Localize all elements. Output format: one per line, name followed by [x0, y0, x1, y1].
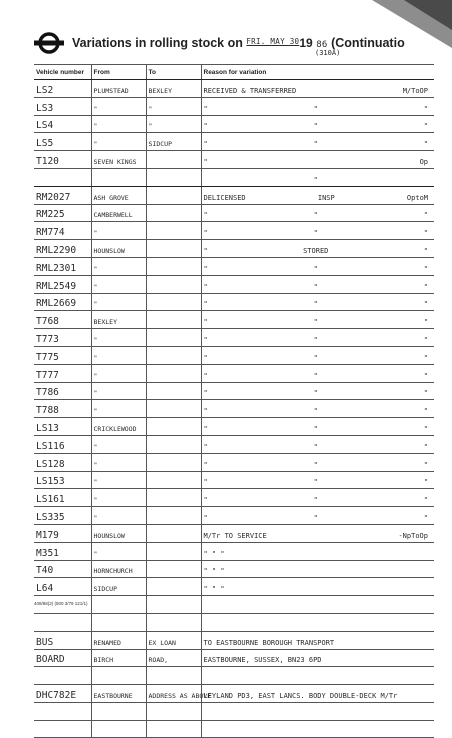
form-title [72, 36, 405, 57]
reason-cell [201, 596, 434, 614]
to-cell [146, 720, 201, 738]
year-printed: 19 [299, 36, 313, 50]
reason-cell [201, 382, 434, 400]
from-cell: " [91, 453, 146, 471]
reason-cell [201, 418, 434, 436]
vehicle-cell: LS5 [34, 133, 91, 151]
from-cell: CRICKLEWOOD [91, 418, 146, 436]
to-cell [146, 168, 201, 186]
to-cell [146, 489, 201, 507]
title-text: Variations in rolling stock on [72, 36, 243, 50]
from-cell: " [91, 293, 146, 311]
from-cell: EASTBOURNE [91, 685, 146, 703]
reason-part: " [313, 424, 318, 433]
table-row [34, 435, 434, 453]
to-cell [146, 186, 201, 204]
reason-part: " [203, 246, 208, 255]
table-row [34, 649, 434, 667]
reason-part: " [313, 264, 318, 273]
to-cell [146, 471, 201, 489]
from-cell: " [91, 346, 146, 364]
to-cell [146, 507, 201, 525]
table-row [34, 115, 434, 133]
reason-cell [201, 151, 434, 169]
reason-cell [201, 578, 434, 596]
reason-cell [201, 667, 434, 685]
table-row [34, 257, 434, 275]
reason-part: " [423, 211, 428, 220]
reason-part: " [203, 371, 208, 380]
reason-cell [201, 275, 434, 293]
reason-part: " [313, 140, 318, 149]
table-row [34, 613, 434, 631]
reason-cell [201, 133, 434, 151]
from-cell: " [91, 329, 146, 347]
reason-cell [201, 186, 434, 204]
reason-part: " [203, 335, 208, 344]
to-cell [146, 382, 201, 400]
vehicle-cell: T768 [34, 311, 91, 329]
reason-cell [201, 489, 434, 507]
reason-cell [201, 311, 434, 329]
table-row [34, 560, 434, 578]
reason-part: " [423, 229, 428, 238]
to-cell: " [146, 115, 201, 133]
table-row [34, 542, 434, 560]
vehicle-cell: BOARD [34, 649, 91, 667]
reason-part: " [423, 318, 428, 327]
table-row [34, 471, 434, 489]
year-handwritten: 86 [316, 40, 328, 50]
from-cell: ASH GROVE [91, 186, 146, 204]
from-cell: BEXLEY [91, 311, 146, 329]
vehicle-cell: LS153 [34, 471, 91, 489]
vehicle-cell [34, 667, 91, 685]
table-row [34, 311, 434, 329]
table-row [34, 382, 434, 400]
reason-part: " [203, 122, 208, 131]
table-row [34, 524, 434, 542]
to-cell [146, 560, 201, 578]
reason-part: " [313, 300, 318, 309]
reason-cell [201, 400, 434, 418]
reason-cell [201, 453, 434, 471]
form-header [34, 30, 452, 60]
from-cell: " [91, 275, 146, 293]
vehicle-cell [34, 702, 91, 720]
reason-part: " [423, 264, 428, 273]
reason-cell [201, 329, 434, 347]
to-cell: ROAD, [146, 649, 201, 667]
reason-cell [201, 204, 434, 222]
reason-part: " [203, 496, 208, 505]
table-row [34, 400, 434, 418]
table-row [34, 596, 434, 614]
table-row [34, 418, 434, 436]
from-cell: " [91, 542, 146, 560]
reason-part: " [313, 513, 318, 522]
table-row [34, 453, 434, 471]
reason-part: " [313, 122, 318, 131]
reason-part: " [203, 442, 208, 451]
reason-part: " [423, 122, 428, 131]
to-cell [146, 275, 201, 293]
to-cell [146, 453, 201, 471]
from-cell: " [91, 222, 146, 240]
to-cell [146, 400, 201, 418]
to-cell: EX LOAN [146, 631, 201, 649]
reason-part: " [423, 140, 428, 149]
reason-cell [201, 542, 434, 560]
vehicle-cell: LS116 [34, 435, 91, 453]
table-body [34, 80, 434, 738]
reason-part: " [203, 104, 208, 113]
reason-part: " [313, 335, 318, 344]
table-header-row [34, 65, 434, 80]
reason-cell [201, 702, 434, 720]
vehicle-cell: RM2027 [34, 186, 91, 204]
reason-part: " [203, 407, 208, 416]
reason-part: " [203, 300, 208, 309]
to-cell [146, 293, 201, 311]
reason-part: " [423, 282, 428, 291]
vehicle-cell [34, 168, 91, 186]
table-row [34, 80, 434, 98]
from-cell [91, 702, 146, 720]
from-cell: " [91, 507, 146, 525]
to-cell [146, 204, 201, 222]
from-cell: " [91, 382, 146, 400]
reason-cell [201, 507, 434, 525]
london-transport-roundel-icon [34, 32, 64, 54]
table-row [34, 685, 434, 703]
reason-part: Op [419, 157, 428, 166]
from-cell: RENAMED [91, 631, 146, 649]
to-cell: SIDCUP [146, 133, 201, 151]
to-cell [146, 346, 201, 364]
reason-cell [201, 435, 434, 453]
reason-part: " [203, 424, 208, 433]
reason-part: " [423, 496, 428, 505]
reason-part: " [203, 211, 208, 220]
reason-part: -NpToOp [398, 531, 428, 540]
col-to-header: To [146, 65, 201, 80]
reason-part: " [423, 407, 428, 416]
vehicle-cell: RML2549 [34, 275, 91, 293]
from-cell [91, 596, 146, 614]
reason-part: " [423, 300, 428, 309]
date-handwritten: FRI. MAY 30 [246, 37, 300, 46]
reason-part: " [203, 229, 208, 238]
reason-part: LEYLAND PD3, EAST LANCS. BODY DOUBLE-DECK M/Tr [203, 691, 398, 700]
table-row [34, 702, 434, 720]
from-cell: CAMBERWELL [91, 204, 146, 222]
vehicle-cell: LS3 [34, 97, 91, 115]
col-reason-header: Reason for variation [201, 65, 434, 80]
reason-part: OptoM [406, 193, 428, 202]
from-cell: " [91, 133, 146, 151]
reason-part: " " " [203, 567, 225, 576]
vehicle-cell: RML2290 [34, 240, 91, 258]
to-cell [146, 364, 201, 382]
vehicle-cell: LS13 [34, 418, 91, 436]
table-row [34, 346, 434, 364]
reason-part: " [313, 496, 318, 505]
reason-part: " [203, 140, 208, 149]
page-corner-shadow-dark [404, 0, 452, 30]
table-row [34, 364, 434, 382]
reason-part: " [313, 318, 318, 327]
vehicle-cell: RM225 [34, 204, 91, 222]
vehicle-cell [34, 613, 91, 631]
to-cell [146, 596, 201, 614]
vehicle-cell: LS335 [34, 507, 91, 525]
to-cell [146, 542, 201, 560]
reason-part: M/ToOP [402, 86, 428, 95]
reason-cell [201, 560, 434, 578]
from-cell: HOUNSLOW [91, 240, 146, 258]
reason-part: INSP [317, 193, 335, 202]
from-cell: " [91, 257, 146, 275]
reason-part: " [423, 424, 428, 433]
table-row [34, 186, 434, 204]
from-cell: BIRCH [91, 649, 146, 667]
to-cell [146, 524, 201, 542]
vehicle-cell: T773 [34, 329, 91, 347]
reason-part: " [203, 389, 208, 398]
vehicle-cell: M351 [34, 542, 91, 560]
reason-part: " [313, 175, 318, 184]
reason-cell [201, 649, 434, 667]
reason-cell [201, 631, 434, 649]
from-cell: SEVEN KINGS [91, 151, 146, 169]
rolling-stock-table [34, 64, 434, 738]
reason-part: " [423, 353, 428, 362]
vehicle-cell: LS128 [34, 453, 91, 471]
reason-part: " " " [203, 549, 225, 558]
col-from-header: From [91, 65, 146, 80]
reason-cell [201, 364, 434, 382]
to-cell [146, 435, 201, 453]
table-row [34, 507, 434, 525]
reason-cell [201, 346, 434, 364]
from-cell [91, 667, 146, 685]
to-cell [146, 151, 201, 169]
reason-part: " [313, 389, 318, 398]
from-cell: HOUNSLOW [91, 524, 146, 542]
from-cell: " [91, 97, 146, 115]
reason-cell [201, 97, 434, 115]
table-row [34, 151, 434, 169]
reason-part: " [203, 353, 208, 362]
reason-part: " [423, 513, 428, 522]
vehicle-cell: LS2 [34, 80, 91, 98]
vehicle-cell: M179 [34, 524, 91, 542]
from-cell: PLUMSTEAD [91, 80, 146, 98]
vehicle-cell: T786 [34, 382, 91, 400]
to-cell: ADDRESS AS ABOVE [146, 685, 201, 703]
to-cell [146, 613, 201, 631]
vehicle-cell: T777 [34, 364, 91, 382]
from-cell: " [91, 364, 146, 382]
to-cell [146, 418, 201, 436]
reason-part: " [203, 513, 208, 522]
from-cell [91, 168, 146, 186]
table-row [34, 97, 434, 115]
vehicle-cell: RML2669 [34, 293, 91, 311]
vehicle-cell: LS4 [34, 115, 91, 133]
vehicle-cell: DHC782E [34, 685, 91, 703]
to-cell [146, 702, 201, 720]
reason-cell [201, 80, 434, 98]
table-row [34, 631, 434, 649]
from-cell: " [91, 435, 146, 453]
reason-cell [201, 613, 434, 631]
to-cell: BEXLEY [146, 80, 201, 98]
reason-part: " [423, 335, 428, 344]
reason-part: STORED [303, 246, 329, 255]
reason-cell [201, 293, 434, 311]
table-row [34, 578, 434, 596]
reason-part: " " " [203, 585, 225, 594]
reason-part: " [313, 282, 318, 291]
reason-cell [201, 168, 434, 186]
vehicle-cell: T120 [34, 151, 91, 169]
table-row [34, 293, 434, 311]
to-cell [146, 667, 201, 685]
reason-part: " [313, 371, 318, 380]
reason-cell [201, 257, 434, 275]
reason-cell [201, 720, 434, 738]
reason-part: EASTBOURNE, SUSSEX, BN23 6PD [203, 656, 322, 665]
reason-part: " [313, 211, 318, 220]
reason-part: " [423, 460, 428, 469]
reason-cell [201, 471, 434, 489]
table-row [34, 222, 434, 240]
reason-part: " [423, 442, 428, 451]
table-row [34, 329, 434, 347]
from-cell: SIDCUP [91, 578, 146, 596]
reason-part: " [313, 104, 318, 113]
reason-part: " [203, 282, 208, 291]
reason-part: " [423, 478, 428, 487]
reason-cell [201, 240, 434, 258]
table-row [34, 168, 434, 186]
from-cell: " [91, 400, 146, 418]
to-cell [146, 311, 201, 329]
vehicle-cell [34, 720, 91, 738]
vehicle-cell: T788 [34, 400, 91, 418]
reason-part: " [423, 371, 428, 380]
reason-part: TO EASTBOURNE BOROUGH TRANSPORT [203, 638, 335, 647]
table-row [34, 667, 434, 685]
to-cell [146, 329, 201, 347]
vehicle-cell: LS161 [34, 489, 91, 507]
table-row [34, 204, 434, 222]
vehicle-cell: T40 [34, 560, 91, 578]
vehicle-cell: L64 [34, 578, 91, 596]
from-cell [91, 720, 146, 738]
reason-part: " [203, 157, 208, 166]
reason-cell [201, 222, 434, 240]
table-row [34, 720, 434, 738]
reason-part: " [203, 478, 208, 487]
col-vehicle-header: Vehicle number [34, 65, 91, 80]
reason-part: " [203, 264, 208, 273]
reason-part: " [313, 229, 318, 238]
vehicle-cell: RM774 [34, 222, 91, 240]
vehicle-cell: RML2301 [34, 257, 91, 275]
reason-cell [201, 524, 434, 542]
from-cell: " [91, 115, 146, 133]
to-cell [146, 257, 201, 275]
from-cell: " [91, 489, 146, 507]
reason-part: " [313, 442, 318, 451]
reason-part: M/Tr TO SERVICE [203, 531, 267, 540]
reason-part: " [423, 246, 428, 255]
reason-cell [201, 115, 434, 133]
reason-part: DELICENSED [203, 193, 246, 202]
vehicle-cell: T775 [34, 346, 91, 364]
form-code: 408/88(2) (500 3/79 121/1) [34, 601, 88, 606]
reason-part: " [203, 460, 208, 469]
from-cell [91, 613, 146, 631]
reason-part: " [423, 104, 428, 113]
continuation-text: (Continuatio [331, 36, 405, 50]
to-cell [146, 578, 201, 596]
to-cell [146, 240, 201, 258]
reason-cell [201, 685, 434, 703]
to-cell [146, 222, 201, 240]
reason-part: " [203, 318, 208, 327]
table-row [34, 275, 434, 293]
reason-part: RECEIVED & TRANSFERRED [203, 86, 297, 95]
vehicle-cell: BUS [34, 631, 91, 649]
reason-part: " [313, 353, 318, 362]
from-cell: " [91, 471, 146, 489]
reason-part: " [313, 478, 318, 487]
reason-part: " [313, 407, 318, 416]
to-cell: " [146, 97, 201, 115]
reason-part: " [423, 389, 428, 398]
table-row [34, 489, 434, 507]
table-row [34, 240, 434, 258]
table-row [34, 133, 434, 151]
sub-handwritten: (310A) [315, 49, 341, 57]
from-cell: HORNCHURCH [91, 560, 146, 578]
reason-part: " [313, 460, 318, 469]
